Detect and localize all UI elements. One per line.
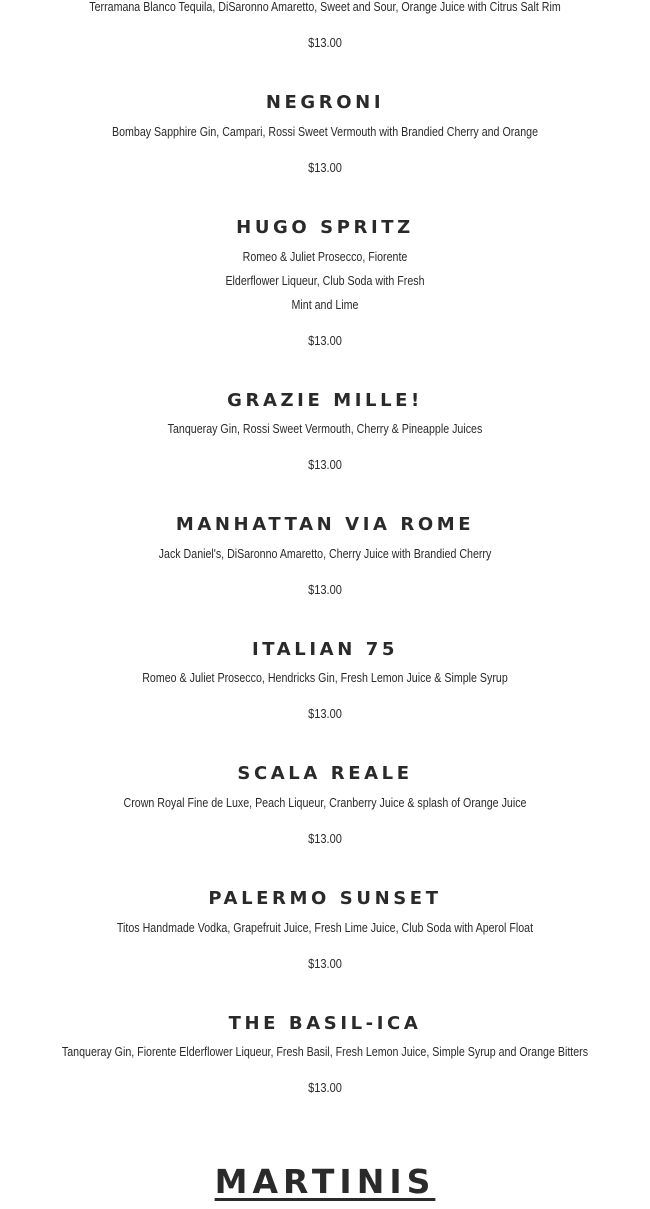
menu-item-price: $13.00 bbox=[308, 956, 342, 971]
menu-item-description: Jack Daniel's, DiSaronno Amaretto, Cherry Juice with Brandied Cherry bbox=[158, 546, 492, 561]
section-title-martinis: MARTINIS bbox=[214, 1162, 436, 1201]
menu-item-price: $13.00 bbox=[308, 457, 342, 472]
menu-item-description: Tanqueray Gin, Rossi Sweet Vermouth, Cherry & Pineapple Juices bbox=[167, 421, 483, 436]
menu-item-description: Bombay Sapphire Gin, Campari, Rossi Sweet Vermouth with Brandied Cherry and Orange bbox=[111, 124, 539, 139]
menu-item-price: $13.00 bbox=[308, 831, 342, 846]
menu-item-name: ITALIAN 75 bbox=[252, 639, 398, 660]
menu-item-price: $13.00 bbox=[308, 706, 342, 721]
menu-item-description: Terramana Blanco Tequila, DiSaronno Amaretto, Sweet and Sour, Orange Juice with Citrus Salt Rim bbox=[89, 0, 561, 14]
menu-item-description: Romeo & Juliet Prosecco, Hendricks Gin, Fresh Lemon Juice & Simple Syrup bbox=[142, 670, 508, 685]
menu-item-price: $13.00 bbox=[308, 160, 342, 175]
menu-item-name: SCALA REALE bbox=[237, 763, 413, 784]
menu-item-description: Tanqueray Gin, Fiorente Elderflower Liqueur, Fresh Basil, Fresh Lemon Juice, Simple Syrup and Orange Bitters bbox=[61, 1044, 589, 1059]
menu-item-name: HUGO SPRITZ bbox=[236, 217, 414, 238]
menu-item-description-line: Mint and Lime bbox=[291, 297, 359, 312]
menu-item-description: Titos Handmade Vodka, Grapefruit Juice, Fresh Lime Juice, Club Soda with Aperol Float bbox=[116, 920, 534, 935]
menu-item-name: NEGRONI bbox=[265, 92, 385, 113]
menu-item-name: THE BASIL-ICA bbox=[228, 1013, 422, 1034]
menu-item-price: $13.00 bbox=[308, 1080, 342, 1095]
menu-item-name: GRAZIE MILLE! bbox=[227, 390, 423, 411]
menu-item-price: $13.00 bbox=[308, 582, 342, 597]
menu-item-name: MANHATTAN VIA ROME bbox=[175, 514, 475, 535]
menu-item-name: PALERMO SUNSET bbox=[208, 888, 442, 909]
menu-item-price: $13.00 bbox=[308, 333, 342, 348]
menu-item-description-line: Elderflower Liqueur, Club Soda with Fresh bbox=[225, 273, 425, 288]
menu-item-price: $13.00 bbox=[308, 35, 342, 50]
menu-item-description-line: Romeo & Juliet Prosecco, Fiorente bbox=[242, 249, 408, 264]
menu-item-description: Crown Royal Fine de Luxe, Peach Liqueur, Cranberry Juice & splash of Orange Juice bbox=[123, 795, 527, 810]
